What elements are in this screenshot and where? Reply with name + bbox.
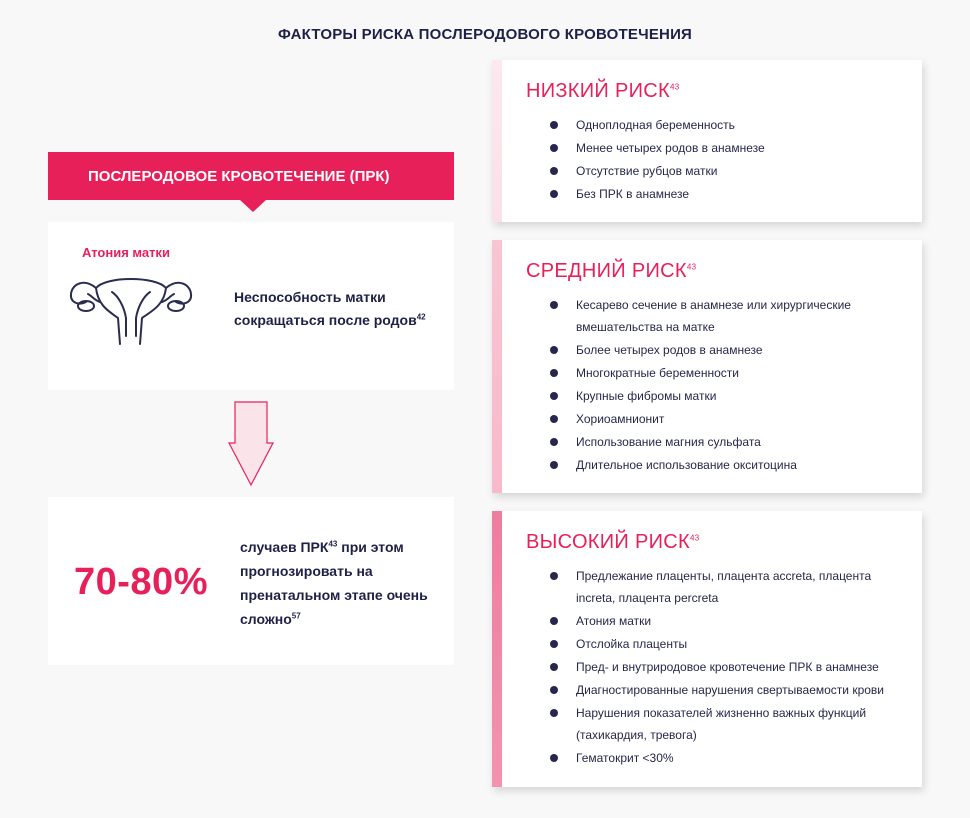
page-title: ФАКТОРЫ РИСКА ПОСЛЕРОДОВОГО КРОВОТЕЧЕНИЯ — [277, 26, 693, 43]
medium-risk-list — [548, 294, 902, 477]
list-item: Пред- и внутриродовое кровотечение ПРК в анамнезе — [548, 656, 902, 678]
atonia-label: Атония матки — [82, 245, 170, 260]
stats-value: 70-80% — [74, 561, 208, 603]
list-item: Атония матки — [548, 610, 902, 632]
list-item: Использование магния сульфата — [548, 431, 902, 453]
list-item: Кесарево сечение в анамнезе или хирургические вмешательства на матке — [548, 294, 902, 338]
list-item: Менее четырех родов в анамнезе — [548, 137, 902, 159]
medium-risk-title: СРЕДНИЙ РИСК$^{43}$ — [526, 260, 697, 282]
list-item: Предлежание плаценты, плацента accreta, плацента increta, плацента percreta — [548, 565, 902, 609]
low-risk-title: НИЗКИЙ РИСК$^{43}$ — [526, 80, 680, 102]
uterus-icon — [66, 266, 196, 351]
atonia-description: Неспособность матки сокращаться после родов$^{42}$ — [234, 289, 426, 328]
list-item: Нарушения показателей жизненно важных функций (тахикардия, тревога) — [548, 702, 902, 746]
list-item: Многократные беременности — [548, 362, 902, 384]
medium-risk-stripe — [492, 240, 502, 493]
down-arrow-icon — [228, 401, 274, 492]
medium-risk-card — [492, 240, 922, 493]
list-item: Крупные фибромы матки — [548, 385, 902, 407]
list-item: Без ПРК в анамнезе — [548, 183, 902, 205]
list-item: Более четырех родов в анамнезе — [548, 339, 902, 361]
list-item: Отслойка плаценты — [548, 633, 902, 655]
stats-card — [48, 497, 454, 665]
list-item: Хориоамнионит — [548, 408, 902, 430]
stats-text: случаев ПРК$^{43}$ при этом прогнозировать на пренатальном этапе очень сложно$^{57}$ — [240, 539, 428, 627]
list-item: Гематокрит <30% — [548, 747, 902, 769]
pph-banner: ПОСЛЕРОДОВОЕ КРОВОТЕЧЕНИЕ (ПРК) — [48, 152, 454, 200]
list-item: Диагностированные нарушения свертываемости крови — [548, 679, 902, 701]
list-item: Одноплодная беременность — [548, 114, 902, 136]
low-risk-card — [492, 60, 922, 222]
atonia-card — [48, 222, 454, 390]
high-risk-card — [492, 511, 922, 787]
high-risk-list — [548, 565, 902, 770]
list-item: Отсутствие рубцов матки — [548, 160, 902, 182]
low-risk-stripe — [492, 60, 502, 222]
high-risk-stripe — [492, 511, 502, 787]
list-item: Длительное использование окситоцина — [548, 454, 902, 476]
low-risk-list — [548, 114, 902, 206]
high-risk-title: ВЫСОКИЙ РИСК$^{43}$ — [526, 531, 700, 553]
banner-pointer — [240, 200, 266, 212]
